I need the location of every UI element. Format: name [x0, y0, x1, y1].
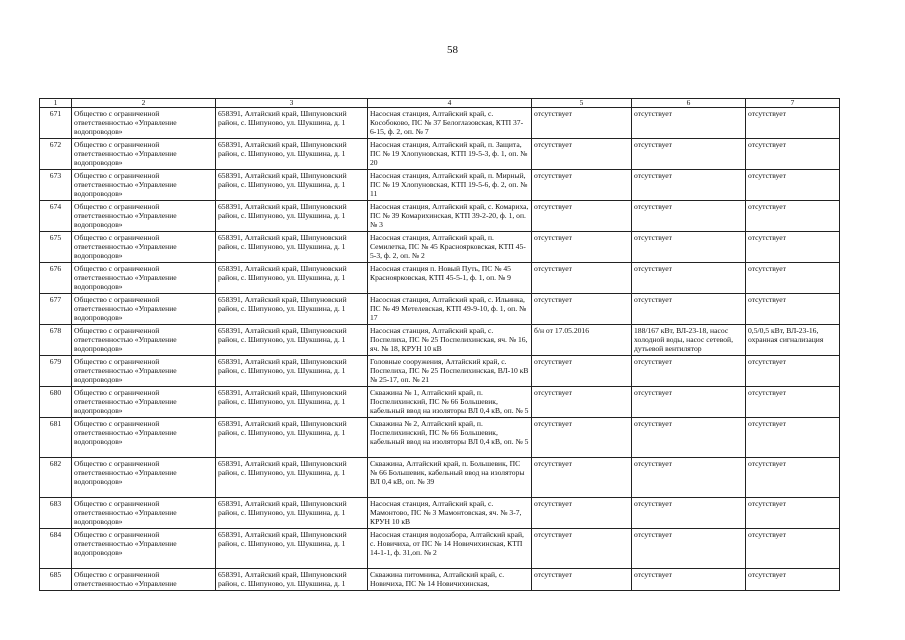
row-number: 672: [40, 139, 72, 170]
organization-address: 658391, Алтайский край, Шипуновский район, с. Шипуново, ул. Шукшина, д. 1: [216, 498, 368, 529]
object-location: Насосная станция, Алтайский край, с. Кособоково, ПС № 37 Белоглазовская, КТП 37-6-15, ф. 2, оп. № 7: [368, 108, 532, 139]
column-6-value: отсутствует: [632, 108, 746, 139]
table-row: [40, 108, 840, 139]
table-row: [40, 387, 840, 418]
column-5-value: отсутствует: [532, 201, 632, 232]
column-5-value: отсутствует: [532, 108, 632, 139]
row-number: 683: [40, 498, 72, 529]
column-5-value: отсутствует: [532, 263, 632, 294]
organization-name: Общество с ограниченной ответственностью «Управление водопроводов»: [72, 108, 216, 139]
column-6-value: отсутствует: [632, 201, 746, 232]
column-5-value: отсутствует: [532, 458, 632, 498]
object-location: Насосная станция п. Новый Путь, ПС № 45 Красноярковская, КТП 45-5-1, ф. 1, оп. № 9: [368, 263, 532, 294]
object-location: Насосная станция, Алтайский край, с. Комариха, ПС № 39 Комарихинская, КТП 39-2-20, ф. 1, оп. № 3: [368, 201, 532, 232]
column-7-value: отсутствует: [746, 170, 840, 201]
column-6-value: отсутствует: [632, 569, 746, 591]
object-location: Скважина, Алтайский край, п. Большевик, ПС № 66 Большевик, кабельный ввод на изоляторы ВЛ 0,4 кВ, оп. № 39: [368, 458, 532, 498]
column-6-value: отсутствует: [632, 170, 746, 201]
organization-name: Общество с ограниченной ответственностью «Управление водопроводов»: [72, 418, 216, 458]
organization-address: 658391, Алтайский край, Шипуновский район, с. Шипуново, ул. Шукшина, д. 1: [216, 458, 368, 498]
organization-address: 658391, Алтайский край, Шипуновский район, с. Шипуново, ул. Шукшина, д. 1: [216, 529, 368, 569]
object-location: Скважина № 1, Алтайский край, п. Поспелихинский, ПС № 66 Большевик, кабельный ввод на изоляторы ВЛ 0,4 кВ, оп. № 5: [368, 387, 532, 418]
column-header: 4: [368, 99, 532, 108]
table-row: [40, 356, 840, 387]
column-6-value: отсутствует: [632, 232, 746, 263]
row-number: 674: [40, 201, 72, 232]
organization-address: 658391, Алтайский край, Шипуновский район, с. Шипуново, ул. Шукшина, д. 1: [216, 325, 368, 356]
column-7-value: отсутствует: [746, 458, 840, 498]
object-location: Головные сооружения, Алтайский край, с. Поспелиха, ПС № 25 Поспелихинская, ВЛ-10 кВ № 25-17, оп. № 21: [368, 356, 532, 387]
column-7-value: отсутствует: [746, 201, 840, 232]
organization-name: Общество с ограниченной ответственностью «Управление водопроводов»: [72, 170, 216, 201]
organization-name: Общество с ограниченной ответственностью «Управление водопроводов»: [72, 232, 216, 263]
column-header: 3: [216, 99, 368, 108]
column-header: 5: [532, 99, 632, 108]
column-7-value: отсутствует: [746, 294, 840, 325]
row-number: 678: [40, 325, 72, 356]
column-header: 2: [72, 99, 216, 108]
organization-name: Общество с ограниченной ответственностью «Управление: [72, 569, 216, 591]
column-7-value: 0,5/0,5 кВт, ВЛ-23-16, охранная сигнализация: [746, 325, 840, 356]
organization-name: Общество с ограниченной ответственностью «Управление водопроводов»: [72, 356, 216, 387]
column-5-value: отсутствует: [532, 387, 632, 418]
organization-address: 658391, Алтайский край, Шипуновский район, с. Шипуново, ул. Шукшина, д. 1: [216, 232, 368, 263]
column-6-value: отсутствует: [632, 139, 746, 170]
organization-address: 658391, Алтайский край, Шипуновский район, с. Шипуново, ул. Шукшина, д. 1: [216, 263, 368, 294]
column-6-value: 188/167 кВт, ВЛ-23-18, насос холодной воды, насос сетевой, дутьевой вентилятор: [632, 325, 746, 356]
column-7-value: отсутствует: [746, 418, 840, 458]
organization-address: 658391, Алтайский край, Шипуновский район, с. Шипуново, ул. Шукшина, д. 1: [216, 356, 368, 387]
table-row: [40, 325, 840, 356]
column-5-value: отсутствует: [532, 139, 632, 170]
column-6-value: отсутствует: [632, 263, 746, 294]
column-header: 7: [746, 99, 840, 108]
table-row: [40, 170, 840, 201]
table-row: [40, 263, 840, 294]
column-7-value: отсутствует: [746, 356, 840, 387]
object-location: Насосная станция, Алтайский край, п. Мирный, ПС № 19 Хлопуновская, КТП 19-5-6, ф. 2, оп. № 11: [368, 170, 532, 201]
row-number: 685: [40, 569, 72, 591]
column-5-value: отсутствует: [532, 356, 632, 387]
organization-name: Общество с ограниченной ответственностью «Управление водопроводов»: [72, 529, 216, 569]
column-6-value: отсутствует: [632, 294, 746, 325]
organization-address: 658391, Алтайский край, Шипуновский район, с. Шипуново, ул. Шукшина, д. 1: [216, 170, 368, 201]
column-7-value: отсутствует: [746, 529, 840, 569]
row-number: 679: [40, 356, 72, 387]
organization-address: 658391, Алтайский край, Шипуновский район, с. Шипуново, ул. Шукшина, д. 1: [216, 387, 368, 418]
object-location: Насосная станция водозабора, Алтайский край, с. Новичиха, от ПС № 14 Новичихинская, КТП 14-1-1, ф. 31,оп. № 2: [368, 529, 532, 569]
column-5-value: отсутствует: [532, 418, 632, 458]
column-5-value: отсутствует: [532, 529, 632, 569]
row-number: 676: [40, 263, 72, 294]
organization-name: Общество с ограниченной ответственностью «Управление водопроводов»: [72, 201, 216, 232]
object-location: Насосная станция, Алтайский край, с. Поспелиха, ПС № 25 Поспелихинская, яч. № 16, яч. № 18, КРУН 10 кВ: [368, 325, 532, 356]
organization-address: 658391, Алтайский край, Шипуновский район, с. Шипуново, ул. Шукшина, д. 1: [216, 139, 368, 170]
organization-name: Общество с ограниченной ответственностью «Управление водопроводов»: [72, 458, 216, 498]
table-row: [40, 294, 840, 325]
row-number: 677: [40, 294, 72, 325]
column-6-value: отсутствует: [632, 458, 746, 498]
organization-address: 658391, Алтайский край, Шипуновский район, с. Шипуново, ул. Шукшина, д. 1: [216, 201, 368, 232]
row-number: 684: [40, 529, 72, 569]
table-row: [40, 569, 840, 591]
table-row: [40, 418, 840, 458]
object-location: Насосная станция, Алтайский край, п. Защита, ПС № 19 Хлопуновская, КТП 19-5-3, ф. 1, оп. № 20: [368, 139, 532, 170]
table-row: [40, 529, 840, 569]
column-6-value: отсутствует: [632, 387, 746, 418]
organization-name: Общество с ограниченной ответственностью «Управление водопроводов»: [72, 498, 216, 529]
organization-address: 658391, Алтайский край, Шипуновский район, с. Шипуново, ул. Шукшина, д. 1: [216, 569, 368, 591]
organization-address: 658391, Алтайский край, Шипуновский район, с. Шипуново, ул. Шукшина, д. 1: [216, 108, 368, 139]
organization-name: Общество с ограниченной ответственностью «Управление водопроводов»: [72, 139, 216, 170]
organization-name: Общество с ограниченной ответственностью «Управление водопроводов»: [72, 325, 216, 356]
table-row: [40, 232, 840, 263]
table-row: [40, 458, 840, 498]
organization-address: 658391, Алтайский край, Шипуновский район, с. Шипуново, ул. Шукшина, д. 1: [216, 294, 368, 325]
column-header: 6: [632, 99, 746, 108]
organization-name: Общество с ограниченной ответственностью «Управление водопроводов»: [72, 294, 216, 325]
row-number: 682: [40, 458, 72, 498]
column-5-value: отсутствует: [532, 569, 632, 591]
object-location: Насосная станция, Алтайский край, с. Мамонтово, ПС № 3 Мамонтовская, яч. № 3-7, КРУН 10 кВ: [368, 498, 532, 529]
organization-name: Общество с ограниченной ответственностью «Управление водопроводов»: [72, 387, 216, 418]
column-6-value: отсутствует: [632, 356, 746, 387]
column-5-value: отсутствует: [532, 232, 632, 263]
column-7-value: отсутствует: [746, 498, 840, 529]
column-5-value: отсутствует: [532, 498, 632, 529]
registry-table: [39, 98, 840, 591]
column-7-value: отсутствует: [746, 387, 840, 418]
row-number: 673: [40, 170, 72, 201]
object-location: Скважина питомника, Алтайский край, с. Новичиха, ПС № 14 Новичихинская,: [368, 569, 532, 591]
object-location: Насосная станция, Алтайский край, п. Семилетка, ПС № 45 Красноярковская, КТП 45-5-3, ф. 2, оп. № 2: [368, 232, 532, 263]
table-row: [40, 498, 840, 529]
organization-name: Общество с ограниченной ответственностью «Управление водопроводов»: [72, 263, 216, 294]
column-7-value: отсутствует: [746, 263, 840, 294]
row-number: 681: [40, 418, 72, 458]
column-5-value: б/н от 17.05.2016: [532, 325, 632, 356]
column-5-value: отсутствует: [532, 170, 632, 201]
object-location: Скважина № 2, Алтайский край, п. Поспелихинский, ПС № 66 Большевик, кабельный ввод на изоляторы ВЛ 0,4 кВ, оп. № 5: [368, 418, 532, 458]
column-7-value: отсутствует: [746, 108, 840, 139]
column-6-value: отсутствует: [632, 529, 746, 569]
table-header-row: [40, 99, 840, 108]
row-number: 680: [40, 387, 72, 418]
column-header: 1: [40, 99, 72, 108]
column-7-value: отсутствует: [746, 232, 840, 263]
organization-address: 658391, Алтайский край, Шипуновский район, с. Шипуново, ул. Шукшина, д. 1: [216, 418, 368, 458]
row-number: 675: [40, 232, 72, 263]
column-7-value: отсутствует: [746, 139, 840, 170]
table-row: [40, 201, 840, 232]
row-number: 671: [40, 108, 72, 139]
object-location: Насосная станция, Алтайский край, с. Ильинка, ПС № 49 Метелевская, КТП 49-9-10, ф. 1, оп. № 17: [368, 294, 532, 325]
column-6-value: отсутствует: [632, 418, 746, 458]
column-6-value: отсутствует: [632, 498, 746, 529]
page-number: 58: [447, 44, 458, 56]
column-7-value: отсутствует: [746, 569, 840, 591]
table-row: [40, 139, 840, 170]
column-5-value: отсутствует: [532, 294, 632, 325]
